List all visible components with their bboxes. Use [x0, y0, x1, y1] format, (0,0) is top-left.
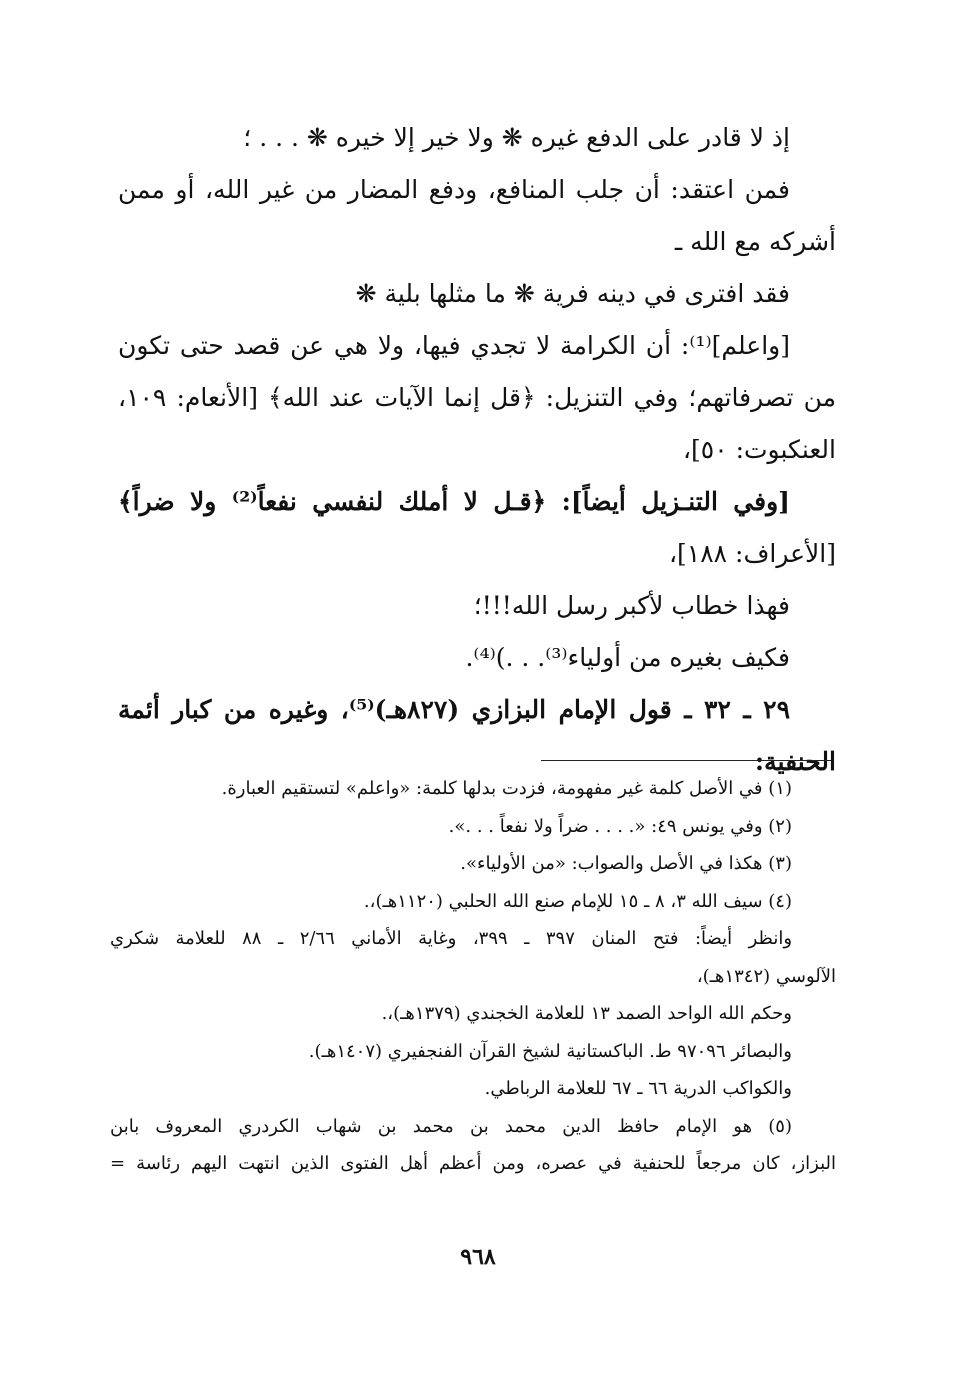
footnote-4-line-2: وانظر أيضاً: فتح المنان ٣٩٧ ـ ٣٩٩، وغاية الأماني ٢/٦٦ ـ ٨٨ للعلامة شكري: [110, 928, 793, 949]
footnote-1: (١) في الأصل كلمة غير مفهومة، فزدت بدلها كلمة: «واعلم» لتستقيم العبارة.: [221, 778, 792, 799]
body-line-10: فهذا خطاب لأكبر رسل الله!!!؛: [473, 591, 790, 620]
footnotes: [110, 770, 836, 1183]
body-line-1: إذ لا قادر على الدفع غيره ❋ ولا خير إلا خيره ❋ . . . ؛: [243, 123, 790, 152]
body-line-6: من تصرفاتهم؛ وفي التنزيل: ﴿قل إنما الآيات عند الله﴾ [الأنعام: ١٠٩،: [118, 383, 836, 412]
footnote-3: (٣) هكذا في الأصل والصواب: «من الأولياء».: [460, 853, 792, 874]
body-line-9: [الأعراف: ١٨٨]،: [668, 539, 836, 568]
footnote-4-line-5: والبصائر ٩٧٠٩٦ ط. الباكستانية لشيخ القرآن الفنجفيري (١٤٠٧هـ).: [308, 1040, 792, 1062]
body-line-11: فكيف بغيره من أولياء⁽³⁾. . .)⁽⁴⁾.: [465, 643, 790, 672]
body-line-2: فمن اعتقد: أن جلب المنافع، ودفع المضار من غير الله، أو ممن: [118, 175, 790, 204]
footnote-4-line-6: والكواكب الدرية ٦٦ ـ ٦٧ للعلامة الرباطي.: [484, 1078, 792, 1099]
body-line-3: أشركه مع الله ـ: [674, 227, 836, 256]
footnote-5: (٥) هو الإمام حافظ الدين محمد بن محمد بن شهاب الكردري المعروف بابن: [110, 1115, 792, 1137]
footnote-2: (٢) وفي يونس ٤٩: «. . . . ضراً ولا نفعاً . . .».: [448, 815, 792, 837]
section-heading-line-1: ٢٩ ـ ٣٢ ـ قول الإمام البزازي (٨٢٧هـ)⁽⁵⁾، وغيره من كبار أئمة: [118, 695, 790, 724]
body-line-5: [واعلم]⁽¹⁾: أن الكرامة لا تجدي فيها، ولا هي عن قصد حتى تكون: [118, 331, 790, 360]
body-line-4: فقد افترى في دينه فرية ❋ ما مثلها بلية ❋: [355, 279, 790, 308]
section-heading-line-2: الحنفية:: [754, 747, 836, 776]
body-line-7: العنكبوت: ٥٠]،: [682, 435, 836, 464]
footnote-4-line-4: وحكم الله الواحد الصمد ١٣ للعلامة الخجندي (١٣٧٩هـ)،.: [381, 1003, 792, 1024]
footnote-4: (٤) سيف الله ٣، ٨ ـ ١٥ للإمام صنع الله الحلبي (١١٢٠هـ)،.: [363, 890, 792, 912]
footnote-5-line-2: البزاز، كان مرجعاً للحنفية في عصره، ومن أعظم أهل الفتوى الذين انتهت اليهم رئاسة =: [110, 1153, 836, 1174]
footnote-separator: [541, 760, 831, 761]
main-text: [118, 112, 836, 788]
body-line-8: [وفي التنـزيل أيضاً]: ﴿قـل لا أملك لنفسي نفعاً⁽²⁾ ولا ضراً﴾: [118, 487, 790, 516]
page-number: ٩٦٨: [460, 1244, 496, 1270]
footnote-4-line-3: الآلوسي (١٣٤٢هـ)،: [696, 965, 836, 987]
